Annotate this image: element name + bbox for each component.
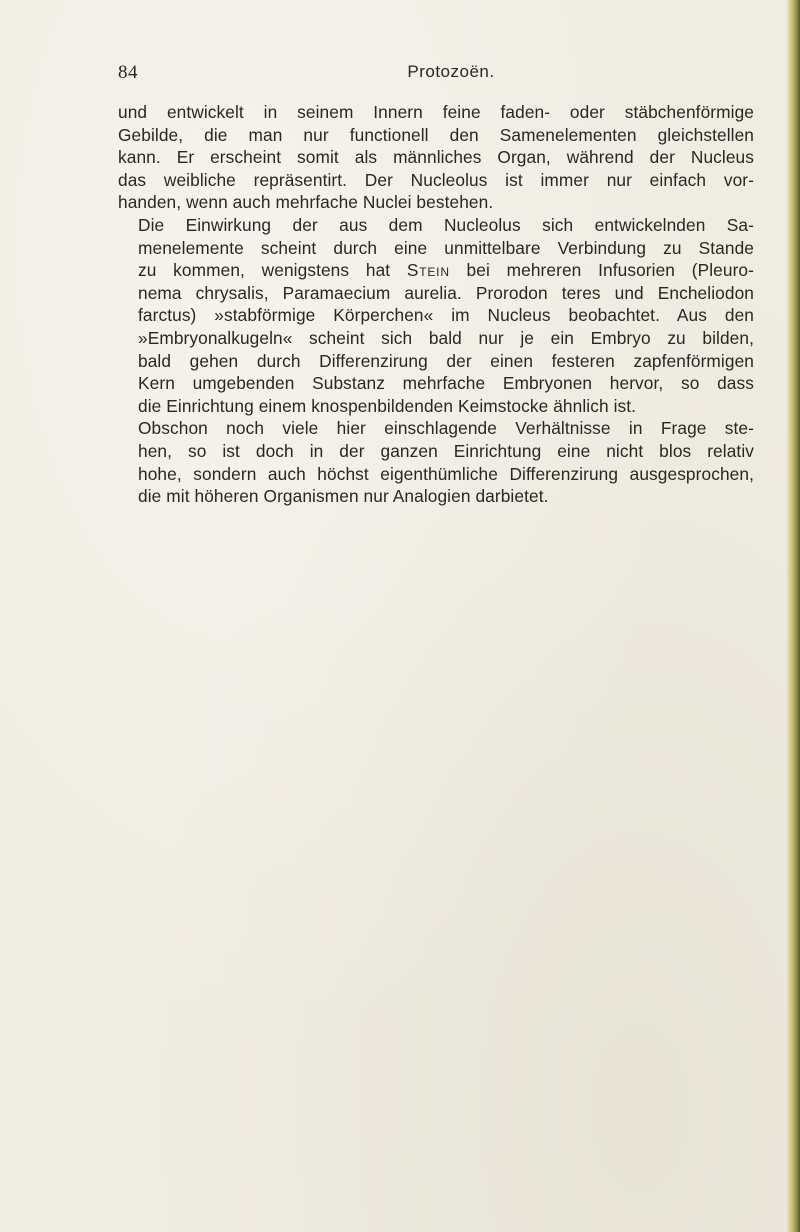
paragraph-3	[118, 417, 754, 507]
text-line: Obschon noch viele hier einschlagende Verhältnisse in Frage ste-	[138, 418, 754, 439]
page-number: 84	[118, 62, 138, 83]
body-text	[118, 101, 754, 508]
text-line: bald gehen durch Differenzirung der einen festeren zapfenförmigen	[138, 350, 754, 371]
text-line: hen, so ist doch in der ganzen Einrichtung eine nicht blos relativ	[138, 440, 754, 461]
paragraph-2	[118, 214, 754, 417]
text-line: die Einrichtung einem knospenbildenden Keimstocke ähnlich ist.	[138, 395, 637, 416]
text-line: kann. Er erscheint somit als männliches Organ, während der Nucleus	[118, 147, 754, 168]
author-name: Stein	[406, 260, 450, 281]
text-line: nema chrysalis, Paramaecium aurelia. Prorodon teres und Encheliodon	[138, 282, 754, 303]
text-line: handen, wenn auch mehrfache Nuclei bestehen.	[118, 192, 494, 213]
text-line: »Embryonalkugeln« scheint sich bald nur je ein Embryo zu bilden,	[138, 327, 754, 348]
page-edge-shadow	[786, 0, 800, 1232]
text-line: farctus) »stabförmige Körperchen« im Nucleus beobachtet. Aus den	[138, 305, 754, 326]
text-line: Kern umgebenden Substanz mehrfache Embryonen hervor, so dass	[138, 373, 754, 394]
text-segment: bei mehreren Infusorien (Pleuro-	[449, 260, 754, 281]
page-header	[118, 62, 754, 88]
running-head: Protozoën.	[407, 62, 495, 81]
text-line: hohe, sondern auch höchst eigenthümliche Differenzirung ausgesprochen,	[138, 463, 754, 484]
text-line: Die Einwirkung der aus dem Nucleolus sich entwickelnden Sa-	[138, 214, 754, 235]
paragraph-1	[118, 101, 754, 214]
text-segment: zu kommen, wenigstens hat	[138, 260, 407, 281]
text-line: menelemente scheint durch eine unmittelbare Verbindung zu Stande	[138, 237, 754, 258]
text-line: Gebilde, die man nur functionell den Samenelementen gleichstellen	[118, 124, 754, 145]
text-line: die mit höheren Organismen nur Analogien darbietet.	[138, 486, 549, 507]
text-line: das weibliche repräsentirt. Der Nucleolus ist immer nur einfach vor-	[118, 169, 754, 190]
text-line: und entwickelt in seinem Innern feine faden- oder stäbchenförmige	[118, 102, 754, 122]
text-line-with-author	[118, 259, 754, 282]
